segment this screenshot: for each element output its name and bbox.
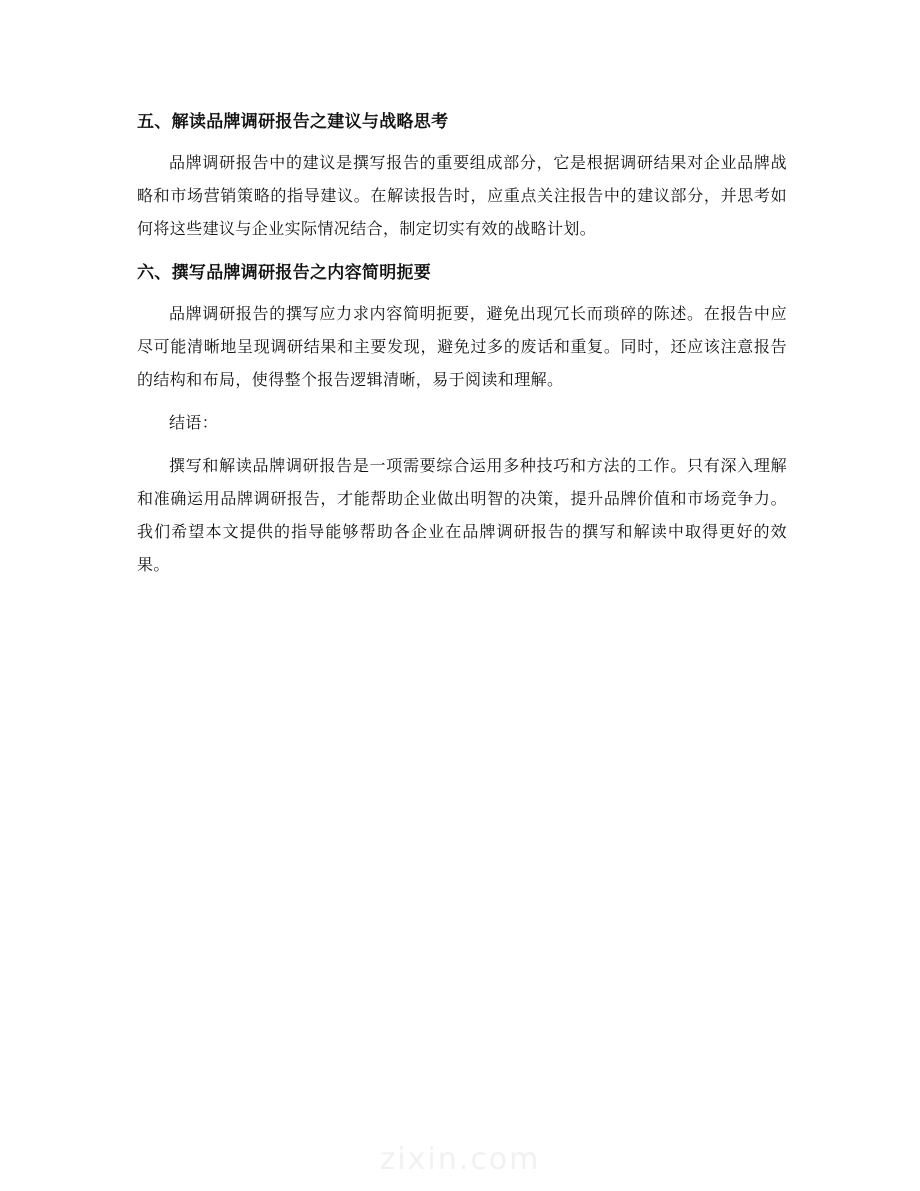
section-6-paragraph: 品牌调研报告的撰写应力求内容简明扼要，避免出现冗长而琐碎的陈述。在报告中应尽可能清晰地呈现调研结果和主要发现，避免过多的废话和重复。同时，还应该注意报告的结构和布局，使得整个报告逻辑清晰，易于阅读和理解。 xyxy=(137,304,787,389)
conclusion-label: 结语： xyxy=(169,413,219,432)
conclusion-paragraph: 撰写和解读品牌调研报告是一项需要综合运用多种技巧和方法的工作。只有深入理解和准确运用品牌调研报告，才能帮助企业做出明智的决策，提升品牌价值和市场竞争力。我们希望本文提供的指导能够帮助各企业在品牌调研报告的撰写和解读中取得更好的效果。 xyxy=(137,456,787,574)
watermark: zixin.com xyxy=(379,1142,541,1177)
section-heading-5: 五、解读品牌调研报告之建议与战略思考 xyxy=(137,112,449,132)
section-heading-6: 六、撰写品牌调研报告之内容简明扼要 xyxy=(137,263,432,283)
document-body xyxy=(137,104,787,581)
section-5-paragraph: 品牌调研报告中的建议是撰写报告的重要组成部分，它是根据调研结果对企业品牌战略和市场营销策略的指导建议。在解读报告时，应重点关注报告中的建议部分，并思考如何将这些建议与企业实际情况结合，制定切实有效的战略计划。 xyxy=(137,153,787,238)
